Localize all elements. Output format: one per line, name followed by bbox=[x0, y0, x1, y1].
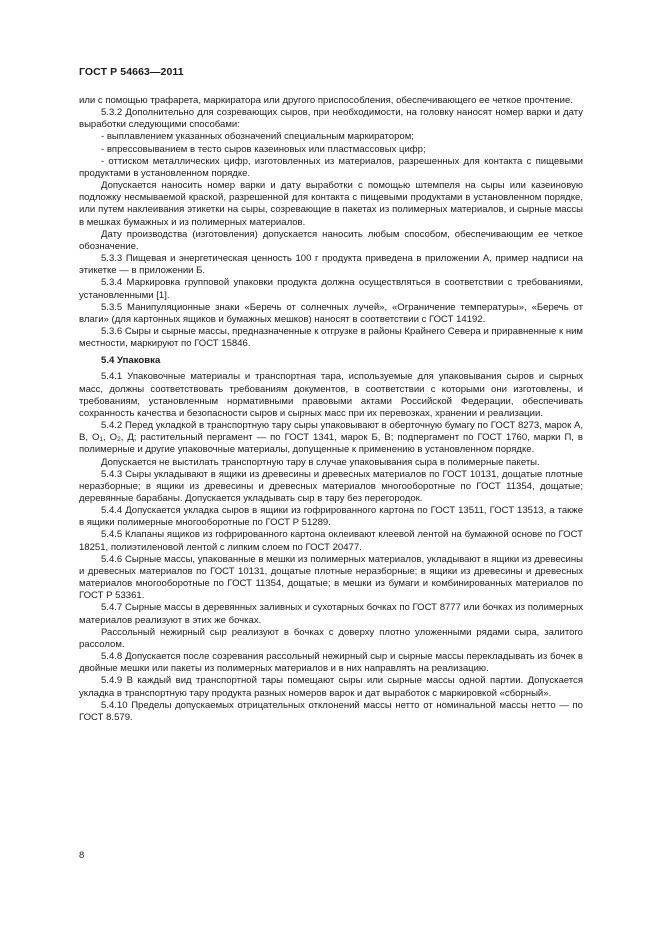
paragraph: 5.4.9 В каждый вид транспортной тары помещают сыры или сырные массы одной партии. Допускается укладка в транспортную тару продукта разных номеров варок и дат выработок с маркировкой «сборный». bbox=[79, 675, 583, 699]
section-heading: 5.4 Упаковка bbox=[101, 355, 161, 367]
text-run: , О bbox=[103, 432, 118, 444]
text-run: 5.4.2 Перед укладкой в транспортную тару сыры упаковывают в оберточную бумагу по ГОСТ 8273, марок А, В, О bbox=[79, 420, 583, 444]
paragraph: Допускается наносить номер варки и дату выработки с помощью штемпеля на сыры или казеиновую подложку несмываемой краской, разрешенной для контакта с пищевыми продуктами в установленном порядке, или путем наклеивания этикетки на сыры, созревающие в пакетах из полимерных материалов, и сырные массы в мешках бумажных и из полимерных материалов. bbox=[79, 180, 583, 228]
paragraph-5-4-2 bbox=[79, 420, 583, 456]
paragraph: Рассольный нежирный сыр реализуют в бочках с доверху плотно уложенными рядами сыра, залитого рассолом. bbox=[79, 626, 583, 650]
paragraph: 5.4.1 Упаковочные материалы и транспортная тара, используемые для упаковывания сыров и сырных масс, должны соответствовать требованиям документов, в соответствии с которыми они изготовлены, и требованиям, установленным нормативными правовыми актами Российской Федерации, обеспечивать сохранность качества и безопасности сыров и сырных масс при их перевозках, хранении и реализации. bbox=[79, 371, 583, 419]
page-number: 8 bbox=[79, 850, 85, 861]
paragraph: 5.4.10 Пределы допускаемых отрицательных отклонений массы нетто от номинальной массы нетто — по ГОСТ 8.579. bbox=[79, 699, 583, 723]
paragraph: 5.4.4 Допускается укладка сыров в ящики из гофрированного картона по ГОСТ 13511, ГОСТ 13513, а также в ящики полимерные многооборотные по ГОСТ Р 51289. bbox=[79, 505, 583, 529]
subscript: 2 bbox=[117, 436, 121, 444]
paragraph: 5.4.5 Клапаны ящиков из гофрированного картона оклеивают клеевой лентой на бумажной основе по ГОСТ 18251, полиэтиленовой лентой с липким слоем по ГОСТ 20477. bbox=[79, 529, 583, 553]
paragraph: 5.4.6 Сырные массы, упакованные в мешки из полимерных материалов, укладывают в ящики из древесины и древесных материалов по ГОСТ 10131, дощатые плотные неразборные; в ящики из древесины и древесных материалов многооборотные по ГОСТ 11354, дощатые; в мешки из бумаги и комбинированных материалов по ГОСТ Р 53361. bbox=[79, 553, 583, 602]
document-header: ГОСТ Р 54663—2011 bbox=[79, 66, 184, 78]
paragraph: Дату производства (изготовления) допускается наносить любым способом, обеспечивающим ее четкое обозначение. bbox=[79, 228, 583, 252]
paragraph: 5.3.6 Сыры и сырные массы, предназначенные к отгрузке в районы Крайнего Севера и приравненные к ним местности, маркируют по ГОСТ 15846. bbox=[79, 325, 583, 350]
document-body bbox=[79, 95, 583, 724]
paragraph: 5.3.5 Манипуляционные знаки «Беречь от солнечных лучей», «Ограничение температуры», «Беречь от влаги» (для картонных ящиков и бумажных мешков) наносят в соответствии с ГОСТ 14192. bbox=[79, 301, 583, 325]
text-run: , Д; растительный пергамент — по ГОСТ 1341, марок Б, В; подпергамент по ГОСТ 1760, марки П, в полимерные и другие упаковочные материалы, допущенные к применению в установленном порядке. bbox=[79, 432, 583, 456]
paragraph: 5.3.2 Дополнительно для созревающих сыров, при необходимости, на головку наносят номер варки и дату выработки следующими способами: bbox=[79, 107, 583, 131]
paragraph: Допускается не выстилать транспортную тару в случае упаковывания сыра в полимерные пакеты. bbox=[101, 456, 540, 468]
paragraph: 5.4.3 Сыры укладывают в ящики из древесины и древесных материалов по ГОСТ 10131, дощатые плотные неразборные; в ящики из древесины и древесных материалов многооборотные по ГОСТ 11354, дощатые; деревянные барабаны. Допускается укладывать сыр в тару без перегородок. bbox=[79, 468, 583, 504]
subscript: 1 bbox=[99, 436, 104, 444]
list-item: - оттиском металлических цифр, изготовленных из материалов, разрешенных для контакта с пищевыми продуктами в установленном порядке. bbox=[79, 155, 583, 179]
paragraph: или с помощью трафарета, маркиратора или другого приспособления, обеспечивающего ее четкое прочтение. bbox=[79, 95, 573, 106]
list-item: - впрессовыванием в тесто сыров казеиновых или пластмассовых цифр; bbox=[101, 143, 426, 155]
paragraph: 5.3.4 Маркировка групповой упаковки продукта должна осуществляться в соответствии с требованиями, установленными [1]. bbox=[79, 277, 583, 301]
paragraph: 5.4.8 Допускается после созревания рассольный нежирный сыр и сырные массы перекладывать из бочек в двойные мешки или пакеты из полимерных материалов и в них направлять на реализацию. bbox=[79, 651, 583, 675]
paragraph: 5.3.3 Пищевая и энергетическая ценность 100 г продукта приведена в приложении А, пример надписи на этикетке — в приложении Б. bbox=[79, 253, 583, 277]
list-item: - выплавлением указанных обозначений специальным маркиратором; bbox=[101, 131, 414, 143]
paragraph: 5.4.7 Сырные массы в деревянных заливных и сухотарных бочках по ГОСТ 8777 или бочках из полимерных материалов реализуют в этих же бочках. bbox=[79, 602, 583, 626]
